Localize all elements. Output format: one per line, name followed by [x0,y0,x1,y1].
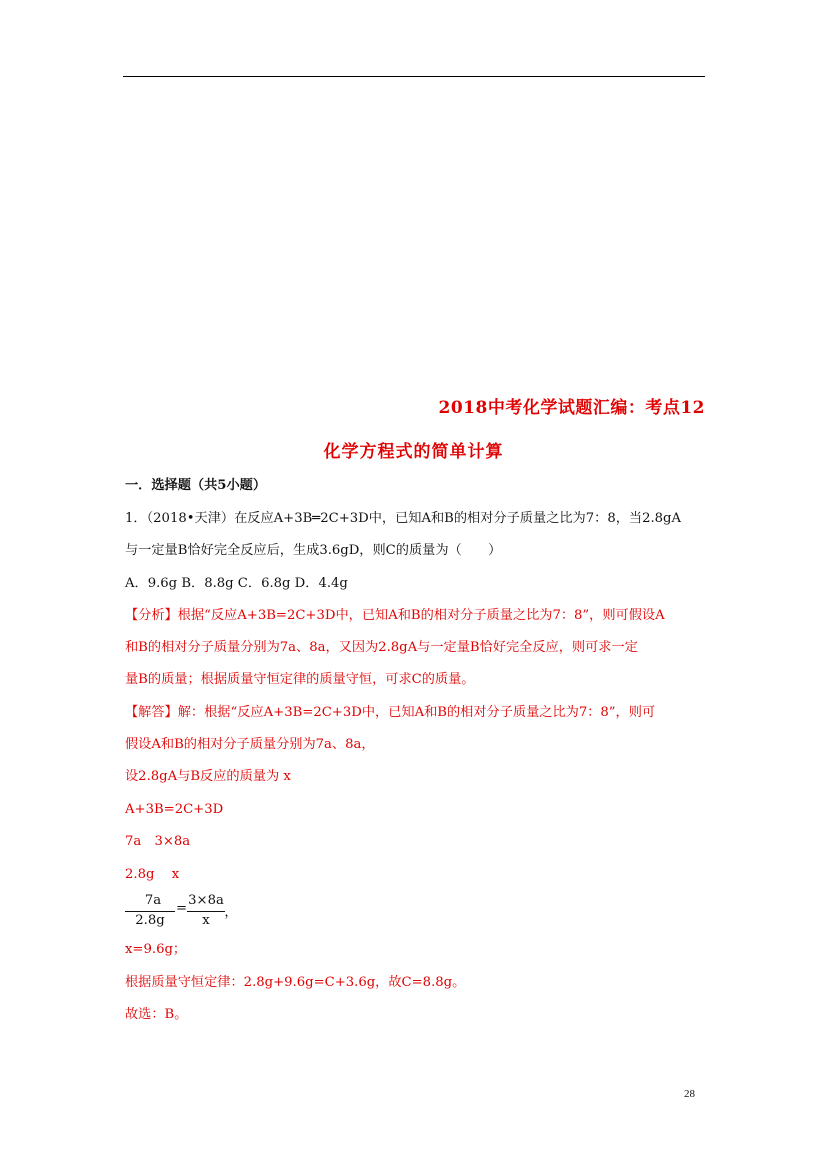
solution-equation: A+3B=2C+3D [125,802,224,817]
page-subtitle: 化学方程式的简单计算 [323,442,504,462]
solution-result: x=9.6g； [125,942,187,957]
fraction-left-bar [125,911,175,912]
fraction-left-denominator: 2.8g [135,913,165,928]
page-title: 2018中考化学试题汇编：考点12 [438,398,705,418]
fraction-left-numerator: 7a [144,893,162,908]
solution-line-3: 设2.8gA与B反应的质量为 x [125,769,291,784]
solution-mass-row-1: 7a 3×8a [125,834,191,849]
analysis-line-2: 和B的相对分子质量分别为7a、8a，又因为2.8gA与一定量B恰好完全反应，则可求一定 [125,640,638,655]
analysis-line-3: 量B的质量；根据质量守恒定律的质量守恒，可求C的质量。 [125,672,475,687]
analysis-line-1: 【分析】根据“反应A+3B=2C+3D中，已知A和B的相对分子质量之比为7：8”，则可假设A [125,608,665,623]
fraction-comma: ， [224,905,238,920]
solution-mass-row-2: 2.8g x [125,867,180,882]
solution-conservation: 根据质量守恒定律：2.8g+9.6g=C+3.6g，故C=8.8g。 [125,975,466,990]
solution-answer: 故选：B。 [125,1007,188,1022]
solution-line-2: 假设A和B的相对分子质量分别为7a、8a， [125,737,375,752]
page-number: 28 [684,1088,695,1100]
solution-line-1: 【解答】解：根据“反应A+3B=2C+3D中，已知A和B的相对分子质量之比为7：8”，则可 [125,705,656,720]
question-stem-line-2: 与一定量B恰好完全反应后，生成3.6gD，则C的质量为（ ） [125,543,502,558]
proportion-fraction [125,893,245,933]
question-stem-line-1: 1．（2018•天津）在反应A+3B═2C+3D中，已知A和B的相对分子质量之比为7：8，当2.8gA [125,511,682,526]
fraction-right-numerator: 3×8a [188,893,224,908]
fraction-right-bar [187,911,225,912]
fraction-right-denominator: x [202,913,210,928]
section-heading: 一．选择题（共5小题） [125,478,267,493]
question-options: A．9.6g B．8.8g C．6.8g D．4.4g [125,576,348,591]
header-rule [123,76,705,77]
fraction-equals: = [176,901,188,916]
